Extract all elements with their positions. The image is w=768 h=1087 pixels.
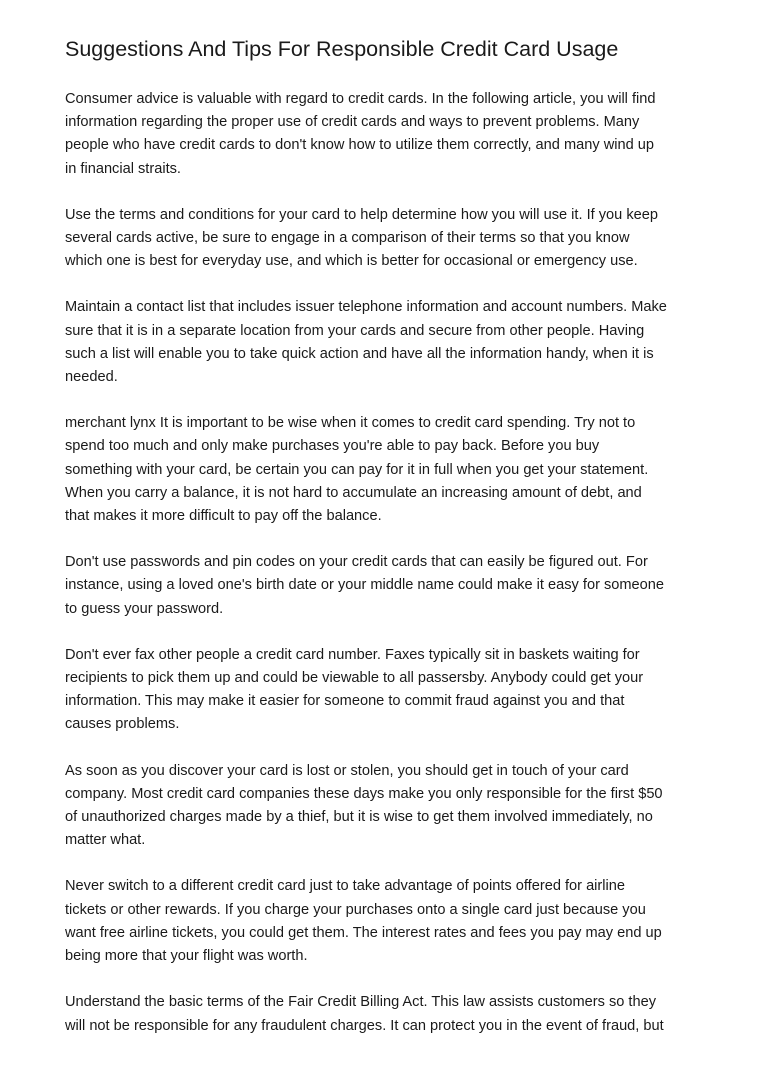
text-line: want free airline tickets, you could get them. The interest rates and fees you pay may end up [65, 924, 662, 941]
paragraph [65, 204, 713, 274]
text-line: Don't use passwords and pin codes on your credit cards that can easily be figured out. For [65, 554, 648, 571]
text-line: Don't ever fax other people a credit card number. Faxes typically sit in baskets waiting for [65, 646, 640, 663]
text-line: information. This may make it easier for someone to commit fraud against you and that [65, 693, 625, 710]
paragraph [65, 644, 713, 737]
text-line: in financial straits. [65, 160, 181, 177]
text-line: causes problems. [65, 716, 180, 733]
text-line: Maintain a contact list that includes issuer telephone information and account numbers. Make [65, 299, 667, 316]
text-line: to guess your password. [65, 600, 224, 617]
text-line: spend too much and only make purchases you're able to pay back. Before you buy [65, 438, 600, 455]
text-line: When you carry a balance, it is not hard to accumulate an increasing amount of debt, and [65, 484, 642, 501]
text-line: recipients to pick them up and could be viewable to all passersby. Anybody could get your [65, 670, 644, 687]
document-title: Suggestions And Tips For Responsible Credit Card Usage [65, 37, 619, 61]
paragraph [65, 88, 713, 181]
text-line: which one is best for everyday use, and which is better for occasional or emergency use. [65, 253, 638, 270]
text-line: sure that it is in a separate location from your cards and secure from other people. Having [65, 322, 645, 339]
text-line: Consumer advice is valuable with regard to credit cards. In the following article, you will find [65, 91, 656, 107]
paragraph [65, 991, 713, 1037]
text-line: Use the terms and conditions for your card to help determine how you will use it. If you keep [65, 206, 658, 223]
document-body [65, 88, 713, 1038]
text-line: of unauthorized charges made by a thief, but it is wise to get them involved immediately, no [65, 809, 653, 826]
text-line: something with your card, be certain you can pay for it in full when you get your statement. [65, 461, 649, 478]
paragraph [65, 760, 713, 853]
text-line: As soon as you discover your card is lost or stolen, you should get in touch of your card [65, 762, 629, 779]
paragraph [65, 551, 713, 621]
text-line: Never switch to a different credit card just to take advantage of points offered for airline [65, 878, 626, 895]
text-line: people who have credit cards to don't know how to utilize them correctly, and many wind up [65, 137, 655, 154]
text-line: tickets or other rewards. If you charge your purchases onto a single card just because you [65, 901, 646, 918]
text-line: will not be responsible for any fraudulent charges. It can protect you in the event of fraud, but [65, 1017, 664, 1034]
text-line: Understand the basic terms of the Fair Credit Billing Act. This law assists customers so they [65, 994, 657, 1011]
paragraph [65, 875, 713, 968]
paragraph [65, 412, 713, 528]
text-line: being more that your flight was worth. [65, 948, 308, 965]
text-line: instance, using a loved one's birth date or your middle name could make it easy for someone [65, 577, 665, 594]
text-line: merchant lynx It is important to be wise when it comes to credit card spending. Try not to [65, 415, 636, 432]
text-line: such a list will enable you to take quick action and have all the information handy, when it is [65, 345, 654, 362]
text-line: that makes it more difficult to pay off the balance. [65, 508, 382, 525]
text-line: company. Most credit card companies these days make you only responsible for the first $50 [65, 785, 663, 802]
text-line: needed. [65, 369, 118, 386]
text-line: several cards active, be sure to engage in a comparison of their terms so that you know [65, 230, 630, 247]
text-line: information regarding the proper use of credit cards and ways to prevent problems. Many [65, 114, 640, 131]
text-line: matter what. [65, 832, 146, 849]
paragraph [65, 296, 713, 389]
